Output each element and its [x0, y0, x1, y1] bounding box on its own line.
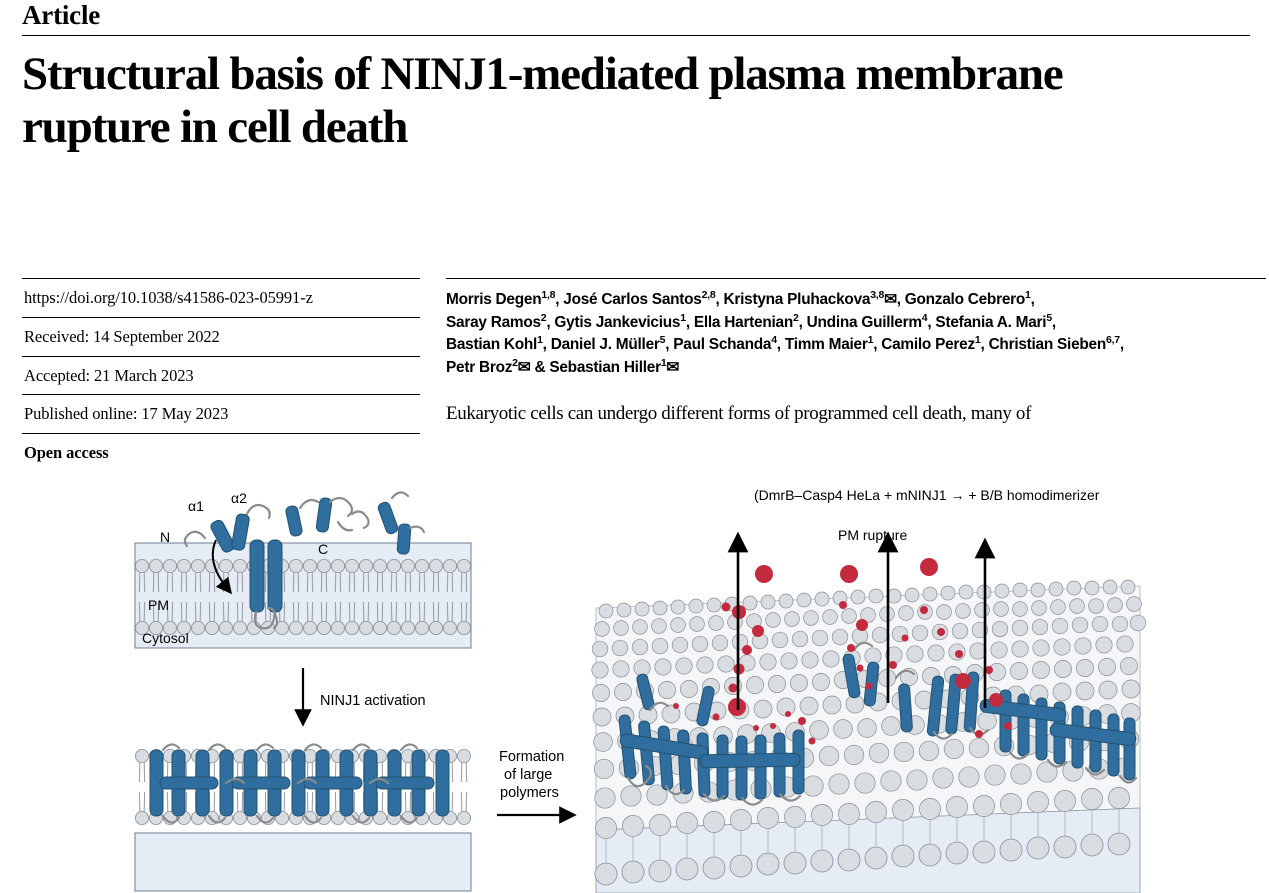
- author-sep-14[interactable]: , Christian Sieben: [980, 336, 1107, 354]
- article-kicker: Article: [22, 0, 1250, 36]
- author-14-affil: 1: [974, 334, 981, 347]
- author-sep-9: ,: [1051, 313, 1056, 331]
- author-8-affil: 4: [921, 311, 928, 324]
- author-10-affil: 1: [537, 334, 543, 347]
- author-12-affil: 4: [771, 334, 777, 347]
- label-formation-2: of large: [504, 767, 553, 783]
- label-ninj1-activation: NINJ1 activation: [320, 693, 426, 709]
- author-1[interactable]: Morris Degen: [446, 291, 542, 308]
- label-alpha2: α2: [231, 490, 247, 506]
- figure-panel: [0, 478, 1269, 893]
- author-sep-8[interactable]: , Stefania A. Mari: [927, 313, 1047, 331]
- label-c-terminus: C: [318, 541, 329, 557]
- label-formation-3: polymers: [500, 785, 559, 801]
- author-sep-13[interactable]: , Camilo Perez: [873, 336, 975, 354]
- label-alpha1: α1: [188, 498, 204, 514]
- label-experimental-condition: (DmrB–Casp4 HeLa + mNINJ1 → + B/B homodimerizer: [754, 487, 1100, 503]
- meta-received: Received: 14 September 2022: [22, 318, 420, 357]
- meta-doi[interactable]: https://doi.org/10.1038/s41586-023-05991-z: [22, 279, 420, 318]
- author-sep-10[interactable]: , Daniel J. Müller: [542, 336, 660, 354]
- label-n-terminus: N: [160, 529, 171, 545]
- label-pm-rupture: PM rupture: [838, 527, 908, 543]
- author-sep-1[interactable]: , José Carlos Santos: [555, 291, 702, 308]
- author-1-affil: 1,8: [541, 288, 556, 301]
- authors-block: [446, 278, 1266, 425]
- author-5[interactable]: Saray Ramos: [446, 313, 541, 331]
- author-sep-11[interactable]: , Paul Schanda: [665, 336, 772, 354]
- author-6-affil: 1: [680, 311, 686, 324]
- envelope-icon-2[interactable]: ✉: [517, 358, 531, 376]
- author-sep-15: ,: [1119, 336, 1124, 354]
- panel-ninj1-oligomer: [135, 744, 471, 891]
- author-4-affil: 1: [1025, 288, 1031, 301]
- author-sep-4: ,: [1030, 291, 1035, 308]
- author-15-affil: 6,7: [1106, 334, 1120, 347]
- author-9-affil: 5: [1046, 311, 1052, 324]
- meta-open-access: Open access: [24, 443, 109, 463]
- author-13-affil: 1: [867, 334, 874, 347]
- abstract-lead: Eukaryotic cells can undergo different forms of programmed cell death, many of: [446, 402, 1032, 424]
- author-11-affil: 5: [659, 334, 666, 347]
- author-17-affil: 1: [660, 356, 667, 369]
- author-sep-3[interactable]: , Gonzalo Cebrero: [896, 291, 1026, 308]
- author-sep-6[interactable]: , Ella Hartenian: [685, 313, 794, 331]
- article-metadata: [22, 278, 420, 472]
- author-7-affil: 2: [793, 311, 799, 324]
- meta-published: Published online: 17 May 2023: [22, 395, 420, 434]
- meta-accepted: Accepted: 21 March 2023: [22, 357, 420, 396]
- author-5-affil: 2: [540, 311, 547, 324]
- envelope-icon-3[interactable]: ✉: [666, 358, 680, 376]
- author-sep-2[interactable]: , Kristyna Pluhackova: [715, 291, 871, 308]
- author-list: [446, 289, 1266, 380]
- page-title: Structural basis of NINJ1-mediated plasma membrane rupture in cell death: [22, 48, 1063, 153]
- author-10[interactable]: Bastian Kohl: [446, 336, 538, 354]
- panel-resting-membrane: [135, 490, 471, 648]
- author-16[interactable]: Petr Broz: [446, 358, 513, 376]
- label-formation-1: Formation: [499, 749, 565, 765]
- figure-graphic: [0, 478, 1269, 893]
- label-cytosol: Cytosol: [142, 630, 189, 646]
- arrow-polymer-formation: [497, 749, 568, 815]
- label-pm: PM: [148, 597, 169, 613]
- envelope-icon-1[interactable]: ✉: [884, 291, 897, 308]
- author-16-affil: 2: [512, 356, 518, 369]
- author-sep-5[interactable]: , Gytis Jankevicius: [546, 313, 681, 331]
- author-2-affil: 2,8: [701, 288, 716, 301]
- author-sep-7[interactable]: , Undina Guillerm: [798, 313, 922, 331]
- author-sep-12[interactable]: , Timm Maier: [776, 336, 868, 354]
- author-sep-16[interactable]: & Sebastian Hiller: [530, 358, 661, 376]
- arrow-ninj1-activation: [303, 668, 426, 718]
- panel-pm-rupture: [592, 487, 1146, 893]
- author-3-affil: 3,8: [870, 288, 885, 301]
- article-header: [22, 0, 1250, 153]
